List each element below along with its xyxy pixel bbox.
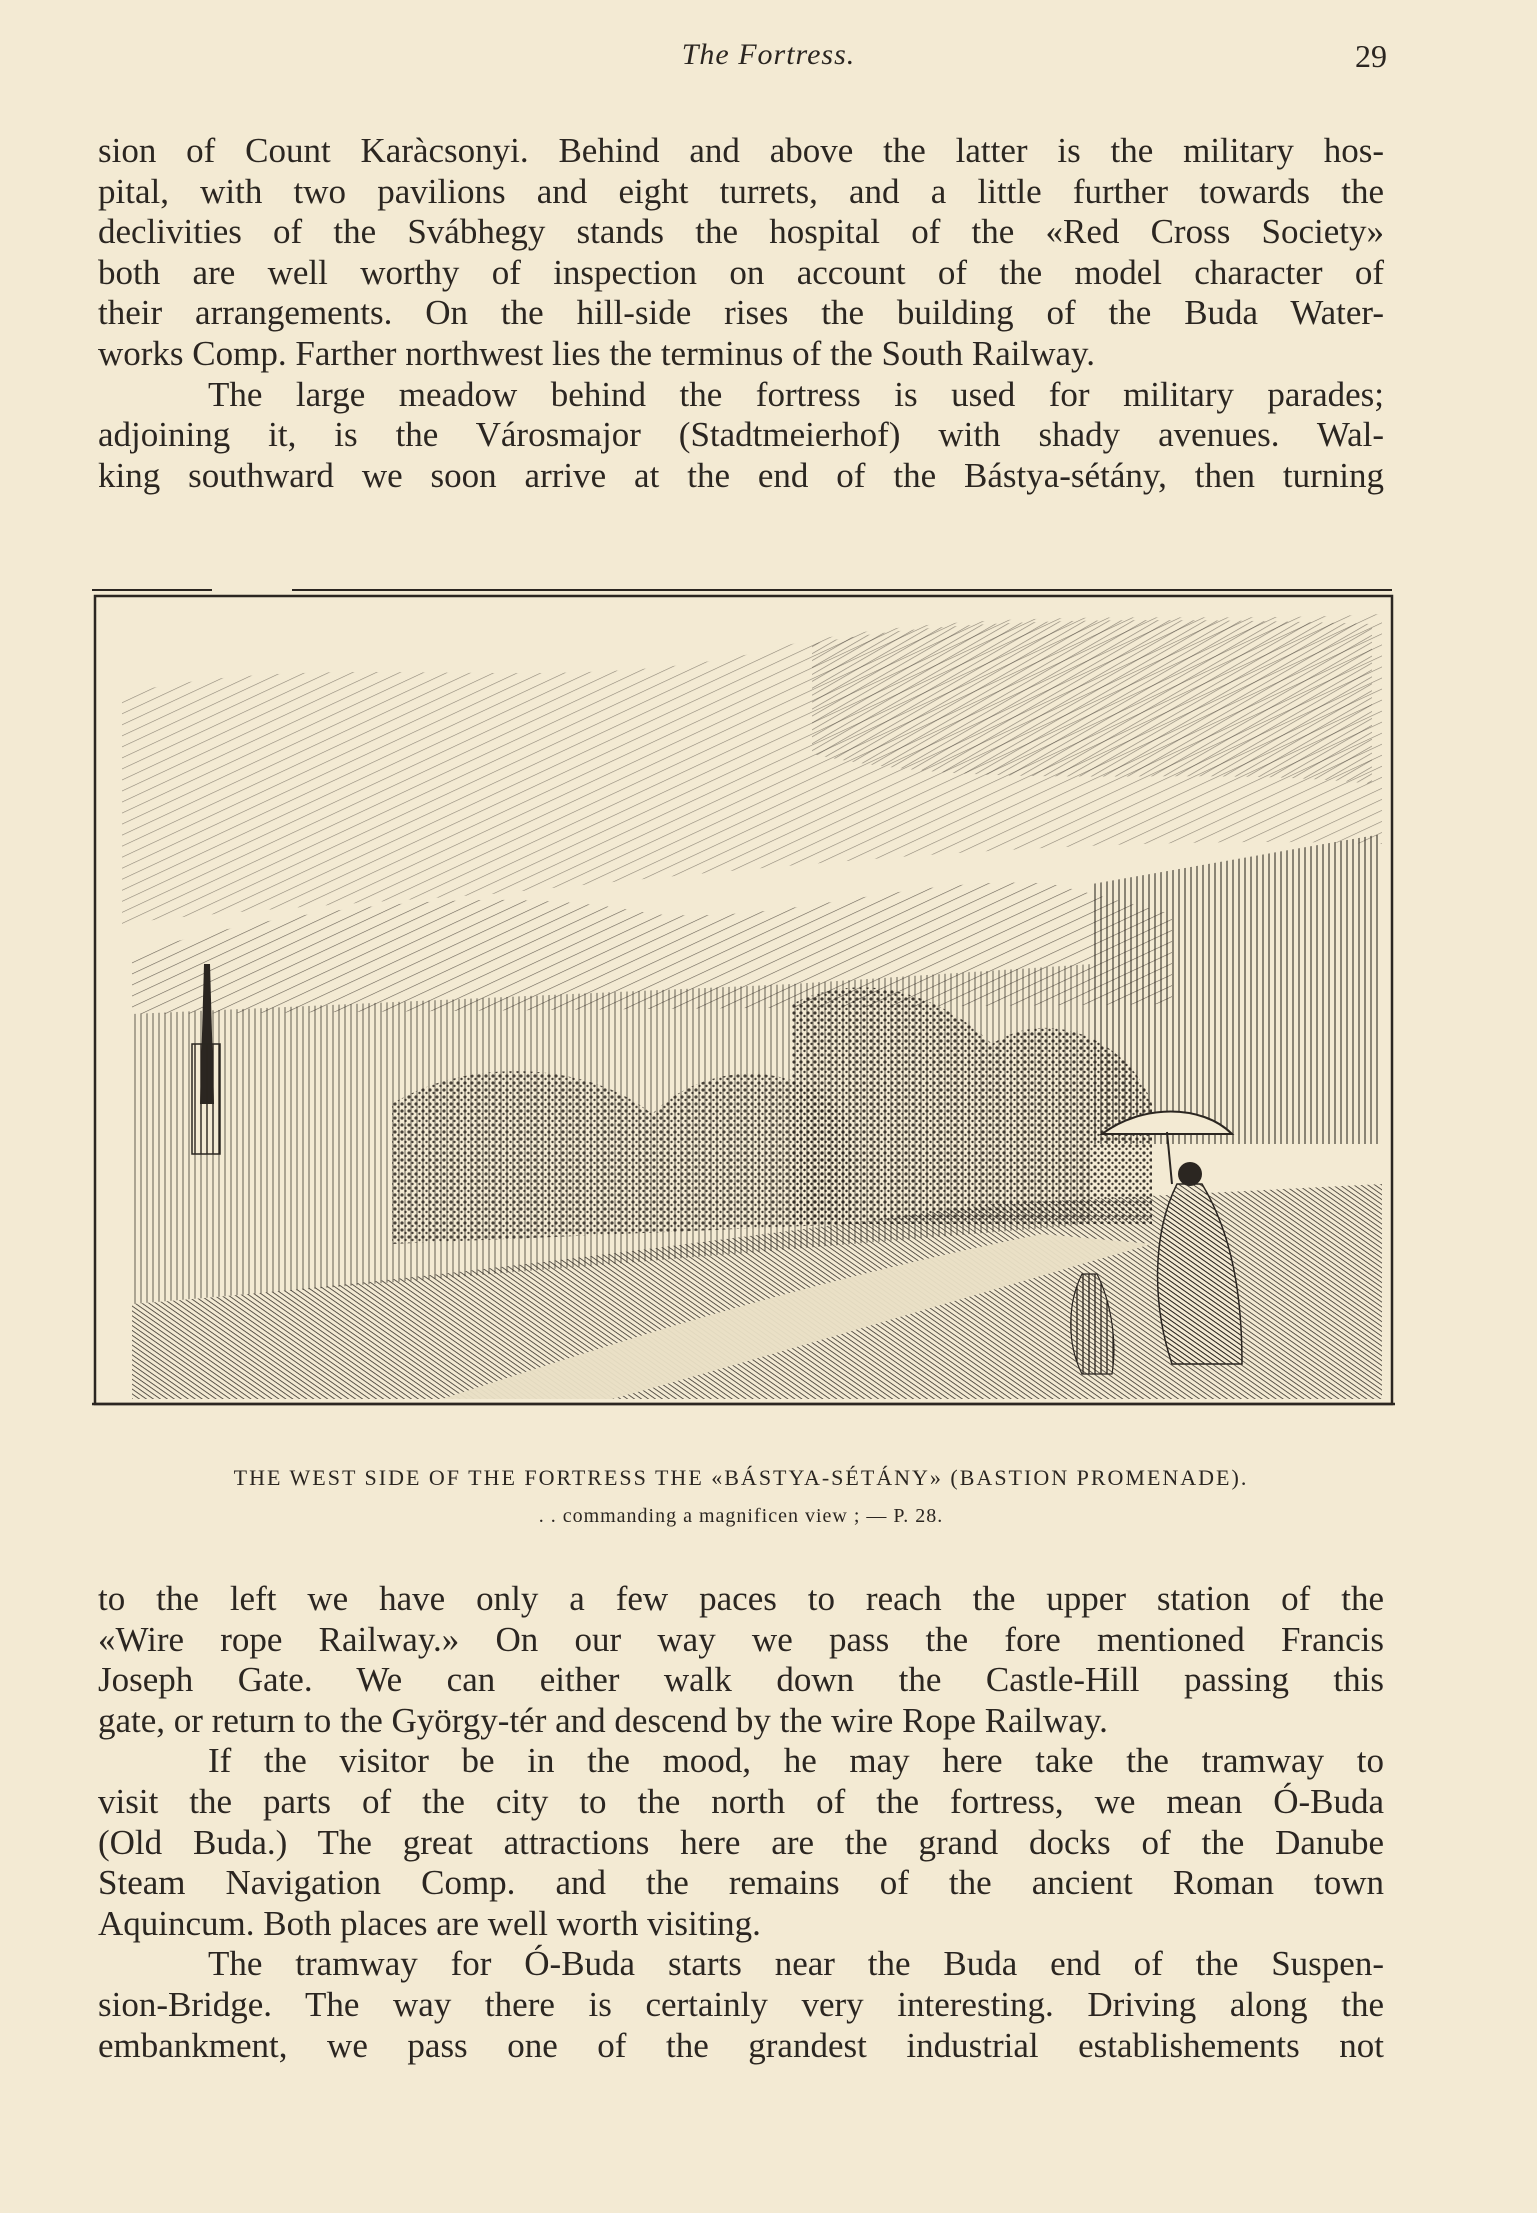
text-line: works Comp. Farther northwest lies the terminus of the South Railway. (98, 333, 1096, 373)
text-line: their arrangements. On the hill-side rises the building of the Buda Water- (98, 293, 1384, 333)
text-line: Joseph Gate. We can either walk down the Castle-Hill passing this (98, 1660, 1384, 1700)
text-line: The large meadow behind the fortress is used for military parades; (208, 374, 1384, 414)
text-line: «Wire rope Railway.» On our way we pass the fore mentioned Francis (98, 1619, 1384, 1659)
text-line: (Old Buda.) The great attractions here are the grand docks of the Danube (98, 1822, 1384, 1862)
bottom-paragraph-text (98, 1579, 1384, 2066)
text-line: both are well worthy of inspection on account of the model character of (98, 252, 1384, 292)
text-line: gate, or return to the György-tér and descend by the wire Rope Railway. (98, 1700, 1108, 1740)
page-number: 29 (1355, 38, 1387, 74)
figure-subcaption: . . commanding a magnificen view ; — P. 28. (538, 1505, 944, 1527)
page-header (0, 38, 1537, 82)
text-line: embankment, we pass one of the grandest industrial establishements not (98, 2025, 1384, 2065)
engraving-landscape-image (92, 584, 1397, 1409)
engraving-illustration (92, 584, 1397, 1409)
text-line: visit the parts of the city to the north of the fortress, we mean Ó-Buda (98, 1781, 1384, 1821)
text-line: pital, with two pavilions and eight turrets, and a little further towards the (98, 171, 1384, 211)
text-line: The tramway for Ó-Buda starts near the Buda end of the Suspen- (208, 1944, 1384, 1984)
text-line: sion of Count Karàcsonyi. Behind and above the latter is the military hos- (98, 131, 1384, 170)
text-line: king southward we soon arrive at the end of the Bástya-sétány, then turning (98, 455, 1384, 495)
text-line: Aquincum. Both places are well worth visiting. (98, 1903, 761, 1943)
figure-caption: THE WEST SIDE OF THE FORTRESS THE «BÁSTYA-SÉTÁNY» (BASTION PROMENADE). (233, 1465, 1249, 1490)
top-paragraph-text (98, 131, 1384, 496)
text-line: declivities of the Svábhegy stands the hospital of the «Red Cross Society» (98, 212, 1384, 252)
text-line: If the visitor be in the mood, he may here take the tramway to (208, 1741, 1384, 1781)
text-line: to the left we have only a few paces to reach the upper station of the (98, 1579, 1384, 1618)
text-line: adjoining it, is the Városmajor (Stadtmeierhof) with shady avenues. Wal- (98, 415, 1384, 455)
running-title: The Fortress. (681, 38, 856, 71)
text-line: Steam Navigation Comp. and the remains of the ancient Roman town (98, 1863, 1384, 1903)
text-line: sion-Bridge. The way there is certainly very interesting. Driving along the (98, 1984, 1384, 2024)
